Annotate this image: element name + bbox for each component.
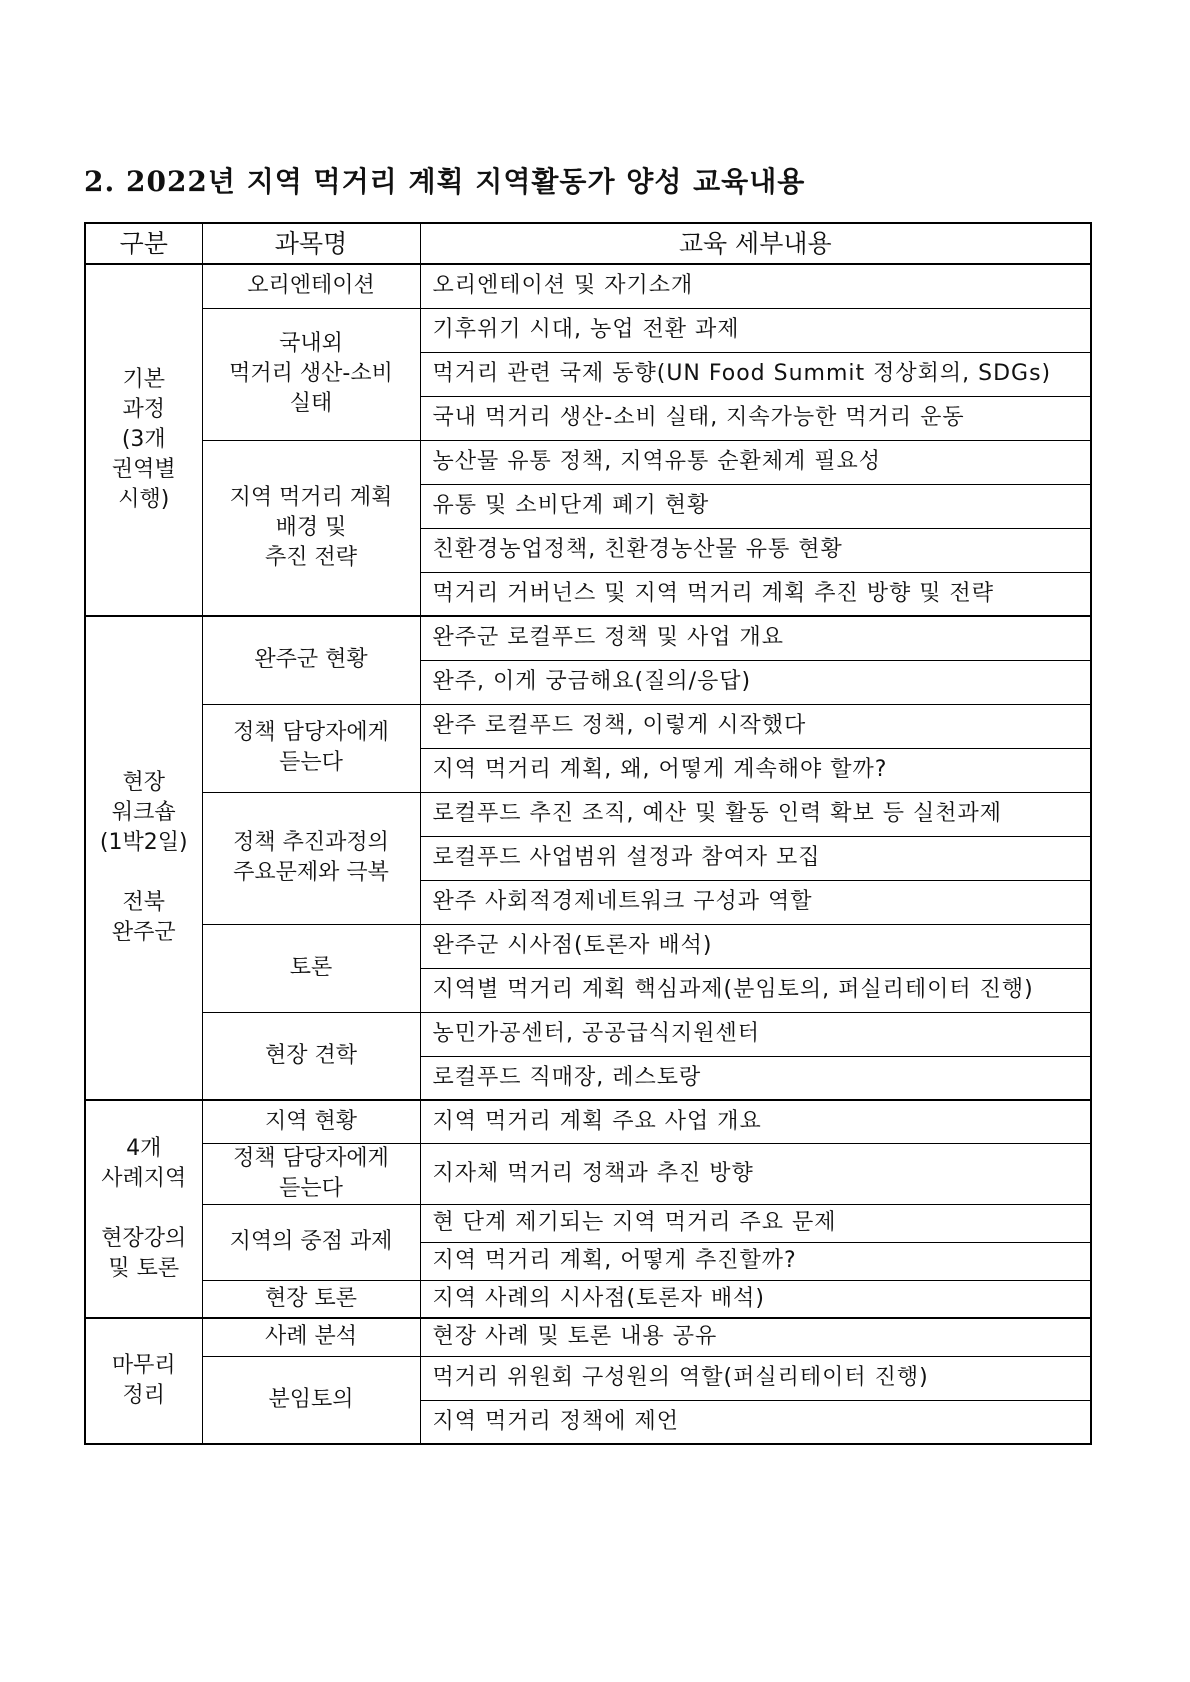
category-cell bbox=[85, 1318, 202, 1444]
table-row bbox=[85, 704, 1091, 748]
detail-cell: 지역별 먹거리 계획 핵심과제(분임토의, 퍼실리테이터 진행) bbox=[420, 968, 1091, 1012]
detail-cell: 현 단계 제기되는 지역 먹거리 주요 문제 bbox=[420, 1204, 1091, 1242]
table-body bbox=[85, 264, 1091, 1444]
detail-cell: 완주 로컬푸드 정책, 이렇게 시작했다 bbox=[420, 704, 1091, 748]
detail-cell: 완주군 로컬푸드 정책 및 사업 개요 bbox=[420, 616, 1091, 660]
detail-cell: 먹거리 거버넌스 및 지역 먹거리 계획 추진 방향 및 전략 bbox=[420, 572, 1091, 616]
subject-cell bbox=[202, 1356, 420, 1444]
subject-cell bbox=[202, 308, 420, 440]
detail-cell: 로컬푸드 추진 조직, 예산 및 활동 인력 확보 등 실천과제 bbox=[420, 792, 1091, 836]
category-cell bbox=[85, 264, 202, 616]
detail-cell: 완주군 시사점(토론자 배석) bbox=[420, 924, 1091, 968]
category-label: (3개 bbox=[121, 427, 166, 452]
subject-label: 정책 추진과정의 bbox=[233, 830, 389, 855]
table-row bbox=[85, 1204, 1091, 1242]
detail-cell: 기후위기 시대, 농업 전환 과제 bbox=[420, 308, 1091, 352]
detail-cell: 먹거리 관련 국제 동향(UN Food Summit 정상회의, SDGs) bbox=[420, 352, 1091, 396]
subject-label: 국내외 bbox=[279, 331, 343, 356]
subject-cell bbox=[202, 440, 420, 616]
category-label: 4개 bbox=[126, 1136, 162, 1161]
subject-label: 실태 bbox=[289, 391, 333, 416]
detail-cell: 현장 사례 및 토론 내용 공유 bbox=[420, 1318, 1091, 1356]
subject-cell bbox=[202, 1280, 420, 1318]
detail-cell: 지역 사례의 시사점(토론자 배석) bbox=[420, 1280, 1091, 1318]
category-label: 마무리 bbox=[111, 1353, 176, 1378]
table-header-row bbox=[85, 223, 1091, 264]
category-label: 시행) bbox=[118, 487, 170, 512]
category-label: 과정 bbox=[122, 397, 165, 422]
subject-label: 먹거리 생산-소비 bbox=[229, 361, 393, 386]
subject-cell bbox=[202, 1143, 420, 1204]
subject-cell bbox=[202, 1204, 420, 1280]
table-row bbox=[85, 1143, 1091, 1204]
header-details: 교육 세부내용 bbox=[420, 223, 1091, 264]
subject-cell bbox=[202, 1100, 420, 1143]
detail-cell: 지역 먹거리 계획, 어떻게 추진할까? bbox=[420, 1242, 1091, 1280]
detail-cell: 완주 사회적경제네트워크 구성과 역할 bbox=[420, 880, 1091, 924]
subject-label: 듣는다 bbox=[279, 1175, 343, 1201]
category-label: 및 토론 bbox=[108, 1256, 180, 1281]
subject-cell bbox=[202, 924, 420, 1012]
category-cell bbox=[85, 1100, 202, 1318]
detail-cell: 국내 먹거리 생산-소비 실태, 지속가능한 먹거리 운동 bbox=[420, 396, 1091, 440]
table-row bbox=[85, 1100, 1091, 1143]
category-label: 정리 bbox=[122, 1383, 165, 1408]
detail-cell: 완주, 이게 궁금해요(질의/응답) bbox=[420, 660, 1091, 704]
header-subject: 과목명 bbox=[202, 223, 420, 264]
category-label: 현장강의 bbox=[101, 1226, 187, 1251]
curriculum-table bbox=[84, 222, 1092, 1445]
subject-label: 지역의 중점 과제 bbox=[229, 1229, 393, 1254]
category-label bbox=[86, 1194, 202, 1224]
page-title: 2. 2022년 지역 먹거리 계획 지역활동가 양성 교육내용 bbox=[84, 165, 806, 198]
table-row bbox=[85, 1280, 1091, 1318]
category-cell bbox=[85, 616, 202, 1100]
category-label: 완주군 bbox=[111, 920, 176, 945]
subject-label: 현장 견학 bbox=[264, 1042, 357, 1068]
table-row bbox=[85, 616, 1091, 660]
detail-cell: 친환경농업정책, 친환경농산물 유통 현황 bbox=[420, 528, 1091, 572]
detail-cell: 유통 및 소비단계 폐기 현황 bbox=[420, 484, 1091, 528]
subject-label: 오리엔테이션 bbox=[247, 273, 375, 299]
table-row bbox=[85, 924, 1091, 968]
table-row bbox=[85, 792, 1091, 836]
subject-label: 듣는다 bbox=[279, 750, 343, 775]
subject-label: 토론 bbox=[289, 955, 333, 980]
subject-label: 사례 분석 bbox=[264, 1324, 357, 1350]
subject-cell bbox=[202, 792, 420, 924]
category-label bbox=[86, 858, 202, 888]
detail-cell: 먹거리 위원회 구성원의 역할(퍼실리테이터 진행) bbox=[420, 1356, 1091, 1400]
header-category: 구분 bbox=[85, 223, 202, 264]
detail-cell: 지역 먹거리 계획, 왜, 어떻게 계속해야 할까? bbox=[420, 748, 1091, 792]
table-row bbox=[85, 440, 1091, 484]
table-row bbox=[85, 308, 1091, 352]
subject-cell bbox=[202, 704, 420, 792]
detail-cell: 로컬푸드 직매장, 레스토랑 bbox=[420, 1056, 1091, 1100]
table-row bbox=[85, 264, 1091, 308]
category-label: 워크숍 bbox=[111, 800, 176, 825]
subject-cell bbox=[202, 616, 420, 704]
detail-cell: 오리엔테이션 및 자기소개 bbox=[420, 264, 1091, 308]
subject-label: 배경 및 bbox=[275, 514, 347, 540]
subject-label: 분임토의 bbox=[268, 1386, 354, 1412]
subject-cell bbox=[202, 1012, 420, 1100]
subject-label: 정책 담당자에게 bbox=[233, 720, 389, 745]
table-row bbox=[85, 1012, 1091, 1056]
category-label: (1박2일) bbox=[99, 830, 188, 855]
detail-cell: 농산물 유통 정책, 지역유통 순환체계 필요성 bbox=[420, 440, 1091, 484]
category-label: 사례지역 bbox=[101, 1166, 187, 1191]
category-label: 전북 bbox=[122, 890, 165, 915]
subject-label: 지역 현황 bbox=[264, 1108, 357, 1134]
subject-cell bbox=[202, 264, 420, 308]
table-row bbox=[85, 1356, 1091, 1400]
subject-label: 주요문제와 극복 bbox=[233, 860, 389, 885]
subject-label: 현장 토론 bbox=[264, 1285, 357, 1311]
category-label: 현장 bbox=[122, 770, 165, 795]
detail-cell: 로컬푸드 사업범위 설정과 참여자 모집 bbox=[420, 836, 1091, 880]
category-label: 기본 bbox=[122, 367, 165, 392]
detail-cell: 지자체 먹거리 정책과 추진 방향 bbox=[420, 1143, 1091, 1204]
detail-cell: 농민가공센터, 공공급식지원센터 bbox=[420, 1012, 1091, 1056]
subject-label: 정책 담당자에게 bbox=[233, 1145, 389, 1171]
detail-cell: 지역 먹거리 정책에 제언 bbox=[420, 1400, 1091, 1444]
subject-label: 추진 전략 bbox=[264, 544, 357, 570]
table-row bbox=[85, 1318, 1091, 1356]
subject-cell bbox=[202, 1318, 420, 1356]
category-label: 권역별 bbox=[111, 457, 176, 482]
subject-label: 완주군 현황 bbox=[254, 647, 368, 673]
detail-cell: 지역 먹거리 계획 주요 사업 개요 bbox=[420, 1100, 1091, 1143]
subject-label: 지역 먹거리 계획 bbox=[229, 484, 393, 510]
